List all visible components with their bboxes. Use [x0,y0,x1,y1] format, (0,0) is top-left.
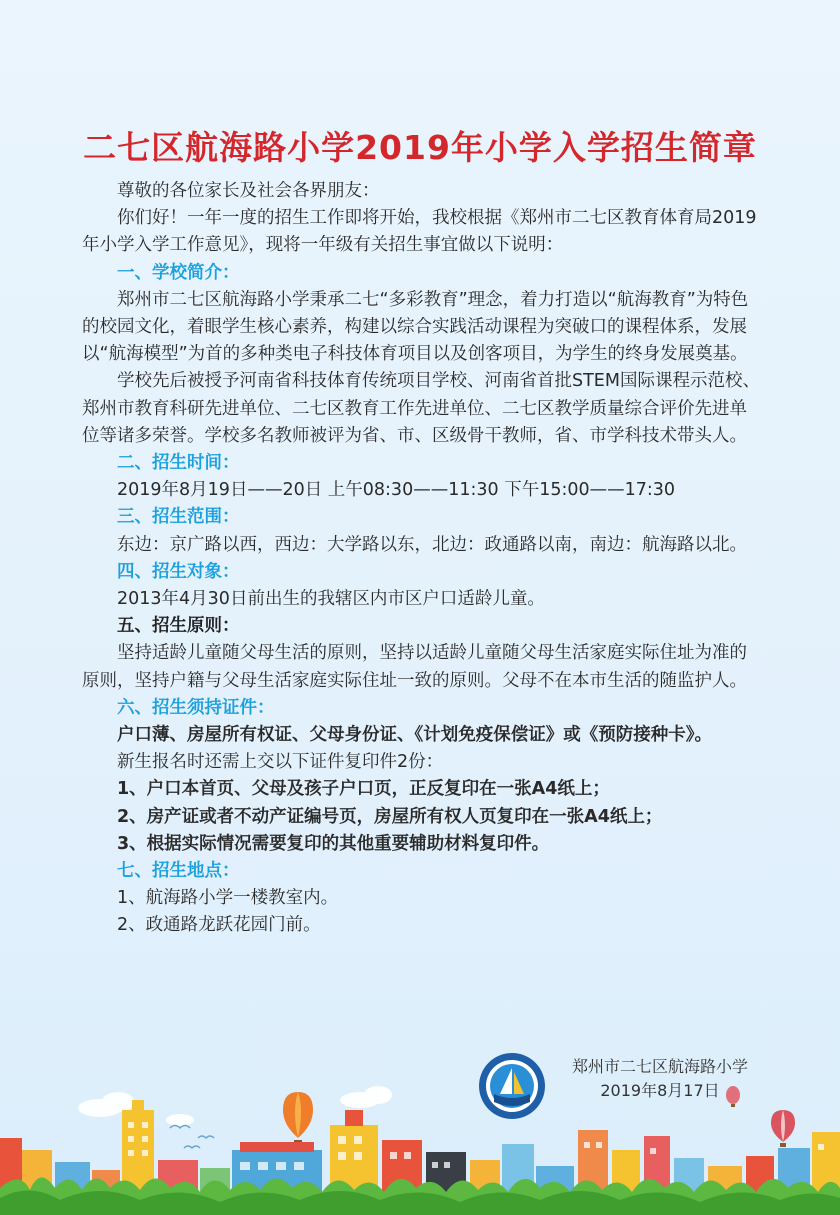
hot-air-balloon-right-icon [771,1110,795,1147]
section-heading-enrollment-area: 三、招生范围： [117,507,240,528]
location-item-2: 2、政通路龙跃花园门前。 [117,915,321,936]
copies-intro-text: 新生报名时还需上交以下证件复印件2份： [117,752,444,773]
intro-paragraph: 你们好！一年一度的招生工作即将开始，我校根据《郑州市二七区教育体育局2019年小学入学工作意见》，现将一年级有关招生事宜做以下说明： [82,208,757,256]
enrollment-target-text: 2013年4月30日前出生的我辖区内市区户口适龄儿童。 [117,589,545,610]
signature-date: 2019年8月17日 [600,1081,720,1100]
enrollment-time-text: 2019年8月19日——20日 上午08:30——11:30 下午15:00——17:30 [117,480,676,501]
hot-air-balloon-icon [283,1092,313,1146]
school-intro-paragraph-1: 郑州市二七区航海路小学秉承二七“多彩教育”理念，着力打造以“航海教育”为特色的校园文化，着眼学生核心素养，构建以综合实践活动课程为突破口的课程体系，发展以“航海模型”为首的多种类电子科技体育项目以及创客项目，为学生的终身发展奠基。 [82,289,749,365]
section-heading-required-documents: 六、招生须持证件： [117,697,275,718]
copy-item-3: 3、根据实际情况需要复印的其他重要辅助材料复印件。 [117,833,550,854]
section-heading-enrollment-location: 七、招生地点： [117,861,240,882]
section-heading-enrollment-principle: 五、招生原则： [117,616,240,637]
greeting: 尊敬的各位家长及社会各界朋友： [117,181,380,201]
section-heading-enrollment-time: 二、招生时间： [117,453,240,474]
location-item-1: 1、航海路小学一楼教室内。 [117,888,339,909]
enrollment-principle-text: 坚持适龄儿童随父母生活的原则，坚持以适龄儿童随父母生活家庭实际住址为准的原则，坚持户籍与父母生活家庭实际住址一致的原则。父母不在本市生活的随监护人。 [82,643,747,691]
section-heading-enrollment-target: 四、招生对象： [117,561,240,582]
hot-air-balloon-small-icon [726,1086,740,1107]
notice-body [82,178,762,940]
copy-item-1: 1、户口本首页、父母及孩子户口页，正反复印在一张A4纸上； [117,779,610,800]
signature-school: 郑州市二七区航海路小学 [571,1057,748,1076]
page-title: 二七区航海路小学2019年小学入学招生简章 [83,128,757,167]
city-skyline-illustration [0,1070,840,1215]
school-intro-paragraph-2: 学校先后被授予河南省科技体育传统项目学校、河南省首批STEM国际课程示范校、郑州市教育科研先进单位、二七区教育工作先进单位、二七区教学质量综合评价先进单位等诸多荣誉。学校多名教师被评为省、市、区级骨干教师，省、市学科技术带头人。 [82,371,760,446]
required-documents-text: 户口薄、房屋所有权证、父母身份证、《计划免疫保偿证》或《预防接种卡》。 [117,725,712,746]
copy-item-2: 2、房产证或者不动产证编号页，房屋所有权人页复印在一张A4纸上； [117,806,663,827]
section-heading-school-intro: 一、学校简介： [117,262,240,283]
enrollment-area-text: 东边：京广路以西，西边：大学路以东，北边：政通路以南，南边：航海路以北。 [117,534,747,555]
